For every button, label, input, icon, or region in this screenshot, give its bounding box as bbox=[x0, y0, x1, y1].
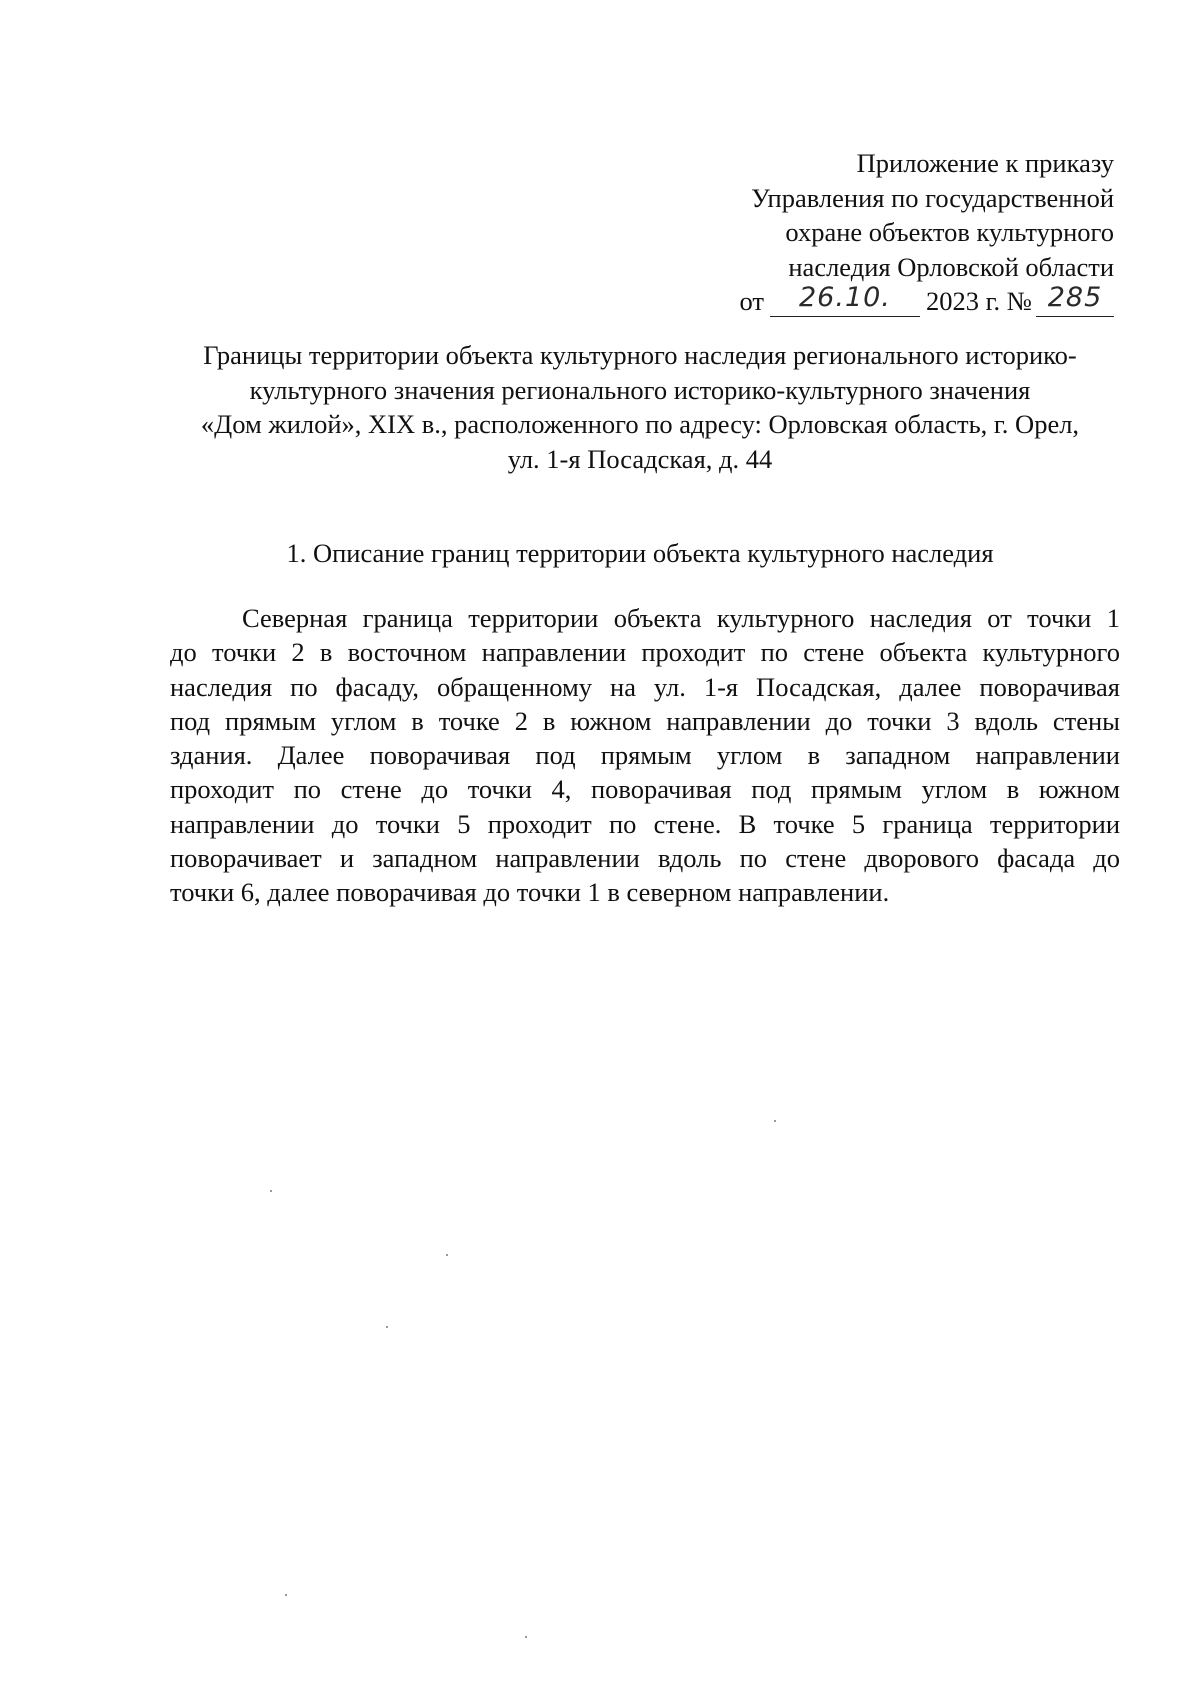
scan-speck bbox=[446, 1254, 448, 1256]
annex-line: наследия Орловской области bbox=[788, 251, 1114, 282]
paragraph-line: под прямым углом в точке 2 в южном направлении до точки 3 вдоль стены bbox=[170, 705, 1120, 736]
annex-header bbox=[694, 146, 1114, 319]
paragraph-line: направлении до точки 5 проходит по стене. В точке 5 граница территории bbox=[170, 808, 1120, 839]
section-heading: 1. Описание границ территории объекта культурного наследия bbox=[286, 538, 994, 568]
title-line: культурного значения регионального историко-культурного значения bbox=[249, 374, 1031, 405]
paragraph-line: поворачивает и западном направлении вдоль по стене дворового фасада до bbox=[170, 843, 1120, 874]
order-prefix: от bbox=[739, 286, 764, 316]
boundary-description bbox=[170, 601, 1120, 910]
title-line: Границы территории объекта культурного наследия регионального историко- bbox=[203, 340, 1077, 370]
annex-line: Управления по государственной bbox=[751, 182, 1114, 213]
scan-speck bbox=[285, 1594, 287, 1596]
paragraph-line: здания. Далее поворачивая под прямым углом в западном направлении bbox=[170, 740, 1120, 771]
title-line: «Дом жилой», XIX в., расположенного по адресу: Орловская область, г. Орел, bbox=[200, 409, 1080, 439]
paragraph-line: точки 6, далее поворачивая до точки 1 в северном направлении. bbox=[170, 877, 890, 908]
paragraph-line: проходит по стене до точки 4, поворачивая под прямым углом в южном bbox=[170, 774, 1120, 805]
scan-speck bbox=[774, 1120, 776, 1122]
order-line bbox=[694, 284, 1114, 319]
title-line: ул. 1-я Посадская, д. 44 bbox=[507, 443, 773, 474]
annex-line: Приложение к приказу bbox=[856, 148, 1114, 178]
scan-speck bbox=[386, 1326, 388, 1328]
scan-speck bbox=[270, 1190, 272, 1192]
order-date-handwritten: 26.10. bbox=[799, 282, 891, 313]
paragraph-line: наследия по фасаду, обращенному на ул. 1-я Посадская, далее поворачивая bbox=[170, 671, 1120, 702]
order-date-blank bbox=[770, 282, 920, 317]
paragraph-line: до точки 2 в восточном направлении проходит по стене объекта культурного bbox=[170, 637, 1120, 668]
document-title bbox=[160, 338, 1120, 476]
order-number-handwritten: 285 bbox=[1047, 282, 1103, 313]
order-number-blank bbox=[1036, 282, 1114, 317]
order-year: 2023 г. № bbox=[925, 286, 1032, 316]
paragraph-line: Северная граница территории объекта культурного наследия от точки 1 bbox=[242, 603, 1120, 633]
annex-line: охране объектов культурного bbox=[785, 217, 1114, 247]
scan-speck bbox=[525, 1636, 527, 1638]
